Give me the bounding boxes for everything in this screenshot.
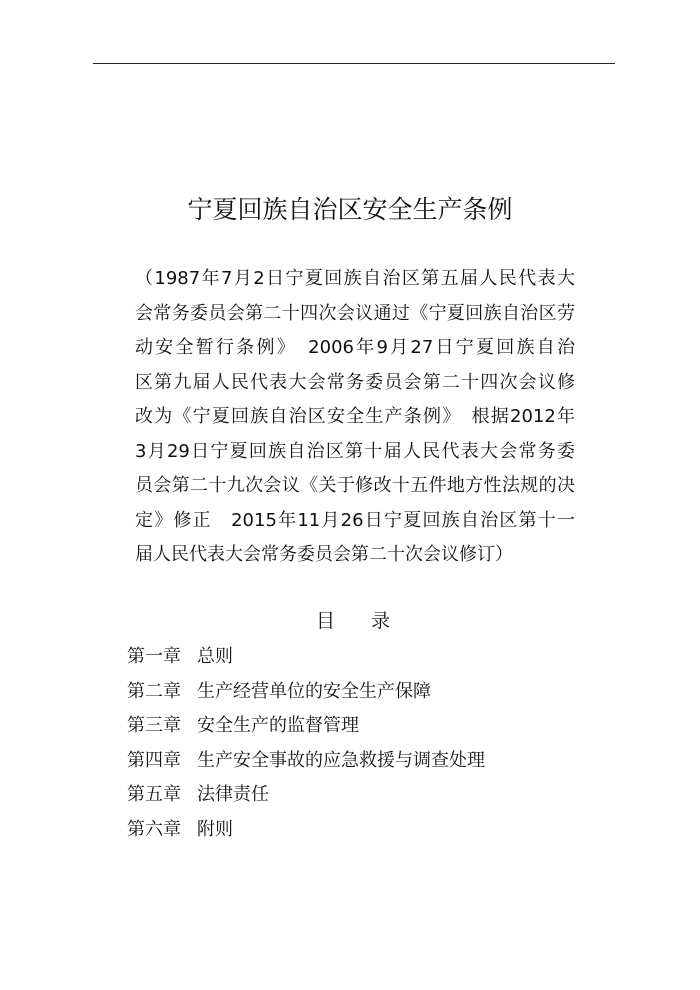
chapter-number: 第二章 — [127, 680, 181, 702]
history-line: 3月29日宁夏回族自治区第十届人民代表大会常务委 — [135, 440, 575, 462]
document-title: 宁夏回族自治区安全生产条例 — [187, 195, 513, 224]
header-rule — [93, 63, 615, 64]
chapter-title: 安全生产的监督管理 — [197, 715, 359, 736]
history-line: （1987年7月2日宁夏回族自治区第五届人民代表大 — [135, 268, 575, 289]
toc-heading-char: 录 — [371, 610, 391, 632]
chapter-title: 生产安全事故的应急救援与调查处理 — [197, 749, 485, 771]
chapter-title: 附则 — [197, 818, 233, 840]
chapter-title: 法律责任 — [197, 784, 269, 805]
toc-item-chapter-1[interactable] — [127, 640, 587, 675]
toc-heading-char: 目 — [316, 610, 336, 632]
history-line: 员会第二十九次会议《关于修改十五件地方性法规的决 — [135, 475, 575, 496]
history-line: 区第九届人民代表大会常务委员会第二十四次会议修 — [135, 371, 575, 393]
chapter-number: 第三章 — [127, 715, 181, 736]
chapter-number: 第一章 — [127, 646, 181, 667]
chapter-number: 第六章 — [127, 818, 181, 840]
chapter-number: 第四章 — [127, 749, 181, 771]
toc-item-chapter-5[interactable] — [127, 778, 587, 813]
legislative-history — [135, 262, 575, 573]
history-line: 动安全暂行条例》 2006年9月27日宁夏回族自治 — [135, 337, 575, 358]
chapter-title: 总则 — [197, 646, 233, 667]
toc-item-chapter-4[interactable] — [127, 744, 587, 779]
chapter-number: 第五章 — [127, 784, 181, 805]
history-line: 会常务委员会第二十四次会议通过《宁夏回族自治区劳 — [135, 302, 575, 324]
chapter-title: 生产经营单位的安全生产保障 — [197, 680, 431, 702]
history-line: 届人民代表大会常务委员会第二十次会议修订） — [135, 544, 513, 565]
toc-item-chapter-6[interactable] — [127, 813, 587, 848]
history-line: 改为《宁夏回族自治区安全生产条例》 根据2012年 — [135, 406, 575, 427]
toc-heading — [316, 606, 390, 636]
toc-item-chapter-2[interactable] — [127, 675, 587, 710]
history-line: 定》修正 2015年11月26日宁夏回族自治区第十一 — [135, 509, 575, 531]
table-of-contents — [127, 640, 587, 847]
toc-item-chapter-3[interactable] — [127, 709, 587, 744]
